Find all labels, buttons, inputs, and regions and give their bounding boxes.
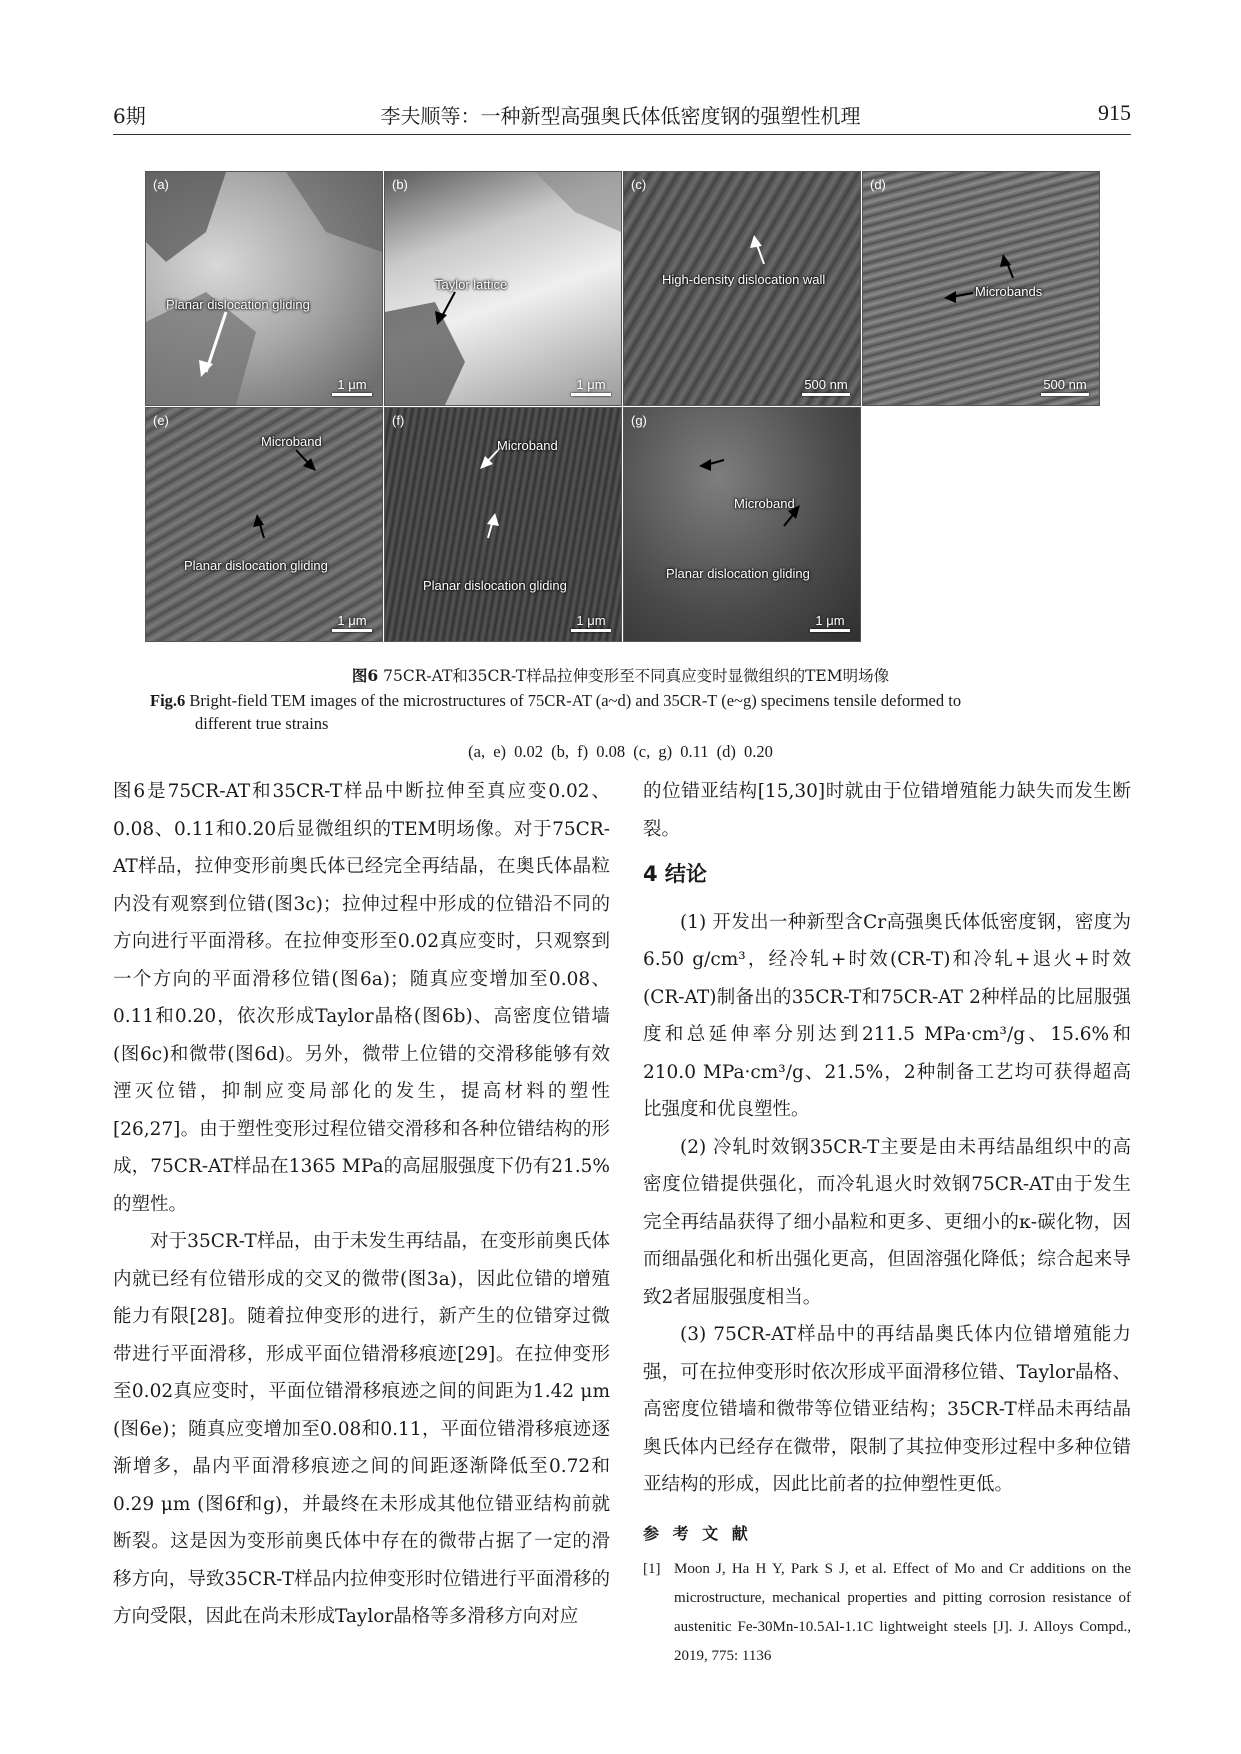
body-paragraph: 图6是75CR-AT和35CR-T样品中断拉伸至真应变0.02、0.08、0.11和0.20后显微组织的TEM明场像。对于75CR-AT样品，拉伸变形前奥氏体已经完全再结晶，在奥氏体晶粒内没有观察到位错(图3c)；拉伸过程中形成的位错沿不同的方向进行平面滑移。在拉伸变形至0.02真应变时，只观察到一个方向的平面滑移位错(图6a)；随真应变增加至0.08、0.11和0.20，依次形成Taylor晶格(图6b)、高密度位错墙(图6c)和微带(图6d)。另外，微带上位错的交滑移能够有效湮灭位错，抑制应变局部化的发生，提高材料的塑性[26,27]。由于塑性变形过程位错交滑移和各种位错结构的形成，75CR-AT样品在1365 MPa的高屈服强度下仍有21.5%的塑性。 xyxy=(113,781,610,1215)
panel-label: (c) xyxy=(631,177,647,192)
body-paragraph: 对于35CR-T样品，由于未发生再结晶，在变形前奥氏体内就已经有位错形成的交叉的微带(图3a)，因此位错的增殖能力有限[28]。随着拉伸变形的进行，新产生的位错穿过微带进行平面滑移，形成平面位错滑移痕迹[29]。在拉伸变形至0.02真应变时，平面位错滑移痕迹之间的间距为1.42 μm (图6e)；随真应变增加至0.08和0.11，平面位错滑移痕迹逐渐增多，晶内平面滑移痕迹之间的间距逐渐降低至0.72和0.29 μm (图6f和g)，并最终在未形成其他位错亚结构前就断裂。这是因为变形前奥氏体中存在的微带占据了一定的滑移方向，导致35CR-T样品内拉伸变形时位错进行平面滑移的方向受限，因此在尚未形成Taylor晶格等多滑移方向对应 xyxy=(113,1231,610,1627)
panel-label: (a) xyxy=(153,177,169,192)
arrow-shapes xyxy=(624,408,860,641)
scale-bar xyxy=(332,377,372,396)
figure-label-cn: 图6 xyxy=(351,666,379,685)
annotation-label: Planar dislocation gliding xyxy=(666,566,810,581)
scale-bar xyxy=(802,377,850,396)
annotation-label: Planar dislocation gliding xyxy=(166,297,310,312)
running-title: 李夫顺等：一种新型高强奥氏体低密度钢的强塑性机理 xyxy=(380,104,861,128)
right-column xyxy=(643,773,1131,1504)
scale-bar-label: 1 μm xyxy=(337,613,367,628)
figure-caption-cn-text: 75CR-AT和35CR-T样品拉伸变形至不同真应变时显微组织的TEM明场像 xyxy=(383,667,890,685)
scale-bar xyxy=(1041,377,1089,396)
panel-label: (e) xyxy=(153,413,169,428)
scale-bar xyxy=(810,613,850,632)
reference-number: [1] xyxy=(643,1561,661,1577)
arrow-shapes xyxy=(146,172,382,405)
annotation-label: Taylor lattice xyxy=(435,277,508,292)
left-column xyxy=(113,773,610,1636)
scale-bar-label: 1 μm xyxy=(815,613,845,628)
scale-bar-label: 1 μm xyxy=(576,377,606,392)
tem-panel-b xyxy=(384,171,622,406)
annotation-label: Microbands xyxy=(975,284,1043,299)
tem-panel-c xyxy=(623,171,861,406)
scale-bar-label: 500 nm xyxy=(1043,377,1087,392)
figure-caption-cn xyxy=(0,664,1241,686)
panel-label: (d) xyxy=(870,177,886,192)
scale-bar-label: 1 μm xyxy=(337,377,367,392)
annotation-label: Planar dislocation gliding xyxy=(423,578,567,593)
annotation-label: Microband xyxy=(497,438,558,453)
scale-bar-label: 500 nm xyxy=(804,377,848,392)
figure-caption-en-text: Bright-field TEM images of the microstructures of 75CR-AT (a~d) and 35CR-T (e~g) specimens tensile deformed to xyxy=(189,691,962,710)
figure-label-en: Fig.6 xyxy=(150,691,186,710)
reference-text: Moon J, Ha H Y, Park S J, et al. Effect of Mo and Cr additions on the microstructure, mechanical properties and pitting corrosion resistance of austenitic Fe-30Mn-10.5Al-1.1C lightweight steels [J]. J. Alloys Compd., 2019, 775: 1136 xyxy=(674,1561,1131,1664)
section-heading: 4 结论 xyxy=(643,862,707,886)
conclusion-item: (1) 开发出一种新型含Cr高强奥氏体低密度钢，密度为6.50 g/cm³，经冷轧+时效(CR-T)和冷轧+退火+时效(CR-AT)制备出的35CR-T和75CR-AT 2种样品的比屈服强度和总延伸率分别达到211.5 MPa·cm³/g、15.6%和210.0 MPa·cm³/g、21.5%，2种制备工艺均可获得超高比强度和优良塑性。 xyxy=(643,911,1131,1120)
scale-bar-label: 1 μm xyxy=(576,613,606,628)
references-heading: 参 考 文 献 xyxy=(643,1524,752,1543)
panel-label: (g) xyxy=(631,413,647,428)
tem-panel-f xyxy=(384,407,622,642)
annotation-label: Microband xyxy=(261,434,322,449)
header-rule xyxy=(113,134,1131,135)
tem-panel-e xyxy=(145,407,383,642)
scale-bar xyxy=(571,377,611,396)
panel-label: (b) xyxy=(392,177,408,192)
journal-issue: 6期 xyxy=(113,104,146,128)
annotation-label: Microband xyxy=(734,496,795,511)
conclusion-item: (2) 冷轧时效钢35CR-T主要是由未再结晶组织中的高密度位错提供强化，而冷轧退火时效钢75CR-AT由于发生完全再结晶获得了细小晶粒和更多、更细小的κ-碳化物，因而细晶强化和析出强化更高，但固溶强化降低；综合起来导致2者屈服强度相当。 xyxy=(643,1136,1131,1308)
figure-subcaption: (a, e) 0.02 (b, f) 0.08 (c, g) 0.11 (d) 0.20 xyxy=(468,742,773,761)
page-number: 915 xyxy=(1098,100,1131,125)
body-paragraph: 的位错亚结构[15,30]时就由于位错增殖能力缺失而发生断裂。 xyxy=(643,781,1131,840)
annotation-label: Planar dislocation gliding xyxy=(184,558,328,573)
tem-panel-g xyxy=(623,407,861,642)
annotation-label: High-density dislocation wall xyxy=(662,272,826,287)
figure-caption-en-cont: different true strains xyxy=(195,714,329,733)
tem-panel-a xyxy=(145,171,383,406)
scale-bar xyxy=(332,613,372,632)
arrow-shapes xyxy=(624,172,860,405)
scale-bar xyxy=(571,613,611,632)
panel-label: (f) xyxy=(392,413,405,428)
tem-panel-d xyxy=(862,171,1100,406)
reference-item xyxy=(643,1555,1131,1671)
conclusion-item: (3) 75CR-AT样品中的再结晶奥氏体内位错增殖能力强，可在拉伸变形时依次形成平面滑移位错、Taylor晶格、高密度位错墙和微带等位错亚结构；35CR-T样品未再结晶奥氏体内已经存在微带，限制了其拉伸变形过程中多种位错亚结构的形成，因此比前者的拉伸塑性更低。 xyxy=(643,1324,1131,1495)
figure-caption-en xyxy=(150,689,1095,735)
